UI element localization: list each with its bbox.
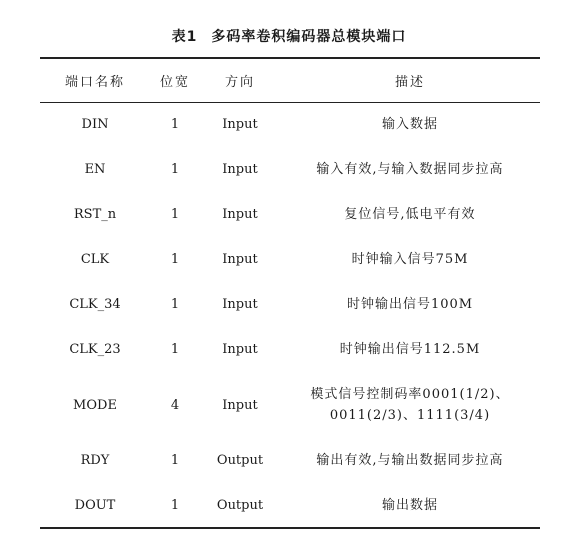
- table-caption: [0, 26, 578, 46]
- table-row: [40, 192, 540, 237]
- description: 复位信号,低电平有效: [344, 207, 476, 222]
- port-name: DIN: [81, 117, 109, 133]
- description: 输出有效,与输出数据同步拉高: [316, 453, 504, 468]
- bit-width: 1: [170, 252, 180, 267]
- header-direction: 方向: [200, 58, 280, 102]
- header-description: 描述: [280, 58, 540, 102]
- description: 时钟输出信号112.5M: [339, 342, 481, 357]
- table-row: [40, 483, 540, 528]
- table-title: 多码率卷积编码器总模块端口: [211, 29, 407, 45]
- bit-width: 1: [170, 453, 180, 468]
- direction: Output: [200, 483, 280, 528]
- direction: Input: [222, 397, 258, 413]
- port-name: CLK_34: [69, 297, 121, 312]
- direction: Input: [222, 207, 258, 222]
- direction: Input: [222, 297, 258, 312]
- bit-width: 1: [170, 207, 180, 222]
- table-row: [40, 372, 540, 438]
- table-row: [40, 438, 540, 483]
- description-line-2: 0011(2/3)、1111(3/4): [329, 408, 491, 423]
- description: 时钟输入信号75M: [351, 252, 469, 267]
- bit-width: 1: [170, 162, 180, 177]
- port-name: CLK_23: [69, 342, 121, 357]
- table-row: [40, 282, 540, 327]
- direction: Input: [222, 252, 258, 267]
- direction: Input: [222, 162, 258, 177]
- bit-width: 4: [170, 397, 180, 413]
- direction: Input: [222, 342, 258, 357]
- header-bit-width: 位宽: [150, 58, 200, 102]
- table-row: [40, 147, 540, 192]
- header-port-name: 端口名称: [40, 58, 150, 102]
- description-line-1: 模式信号控制码率0001(1/2)、: [310, 387, 510, 402]
- bit-width: 1: [170, 342, 180, 357]
- direction: Input: [222, 117, 258, 133]
- port-name: RST_n: [73, 207, 117, 222]
- description: [280, 372, 540, 438]
- table-number: 表1: [171, 29, 198, 45]
- description: 时钟输出信号100M: [346, 297, 474, 312]
- table-row: [40, 237, 540, 282]
- bit-width: 1: [170, 297, 180, 312]
- description: 输入有效,与输入数据同步拉高: [316, 162, 504, 177]
- direction: Output: [216, 453, 264, 468]
- table-row: [40, 102, 540, 147]
- table-row: [40, 327, 540, 372]
- bit-width: 1: [170, 117, 180, 133]
- description: 输入数据: [381, 117, 438, 133]
- header-row: [40, 58, 540, 102]
- port-name: MODE: [73, 397, 117, 413]
- port-table: [40, 57, 540, 529]
- port-name: CLK: [80, 252, 110, 267]
- description: 输出数据: [280, 483, 540, 528]
- bit-width: 1: [150, 483, 200, 528]
- port-name: EN: [84, 162, 106, 177]
- port-name: RDY: [80, 453, 110, 468]
- port-name: DOUT: [40, 483, 150, 528]
